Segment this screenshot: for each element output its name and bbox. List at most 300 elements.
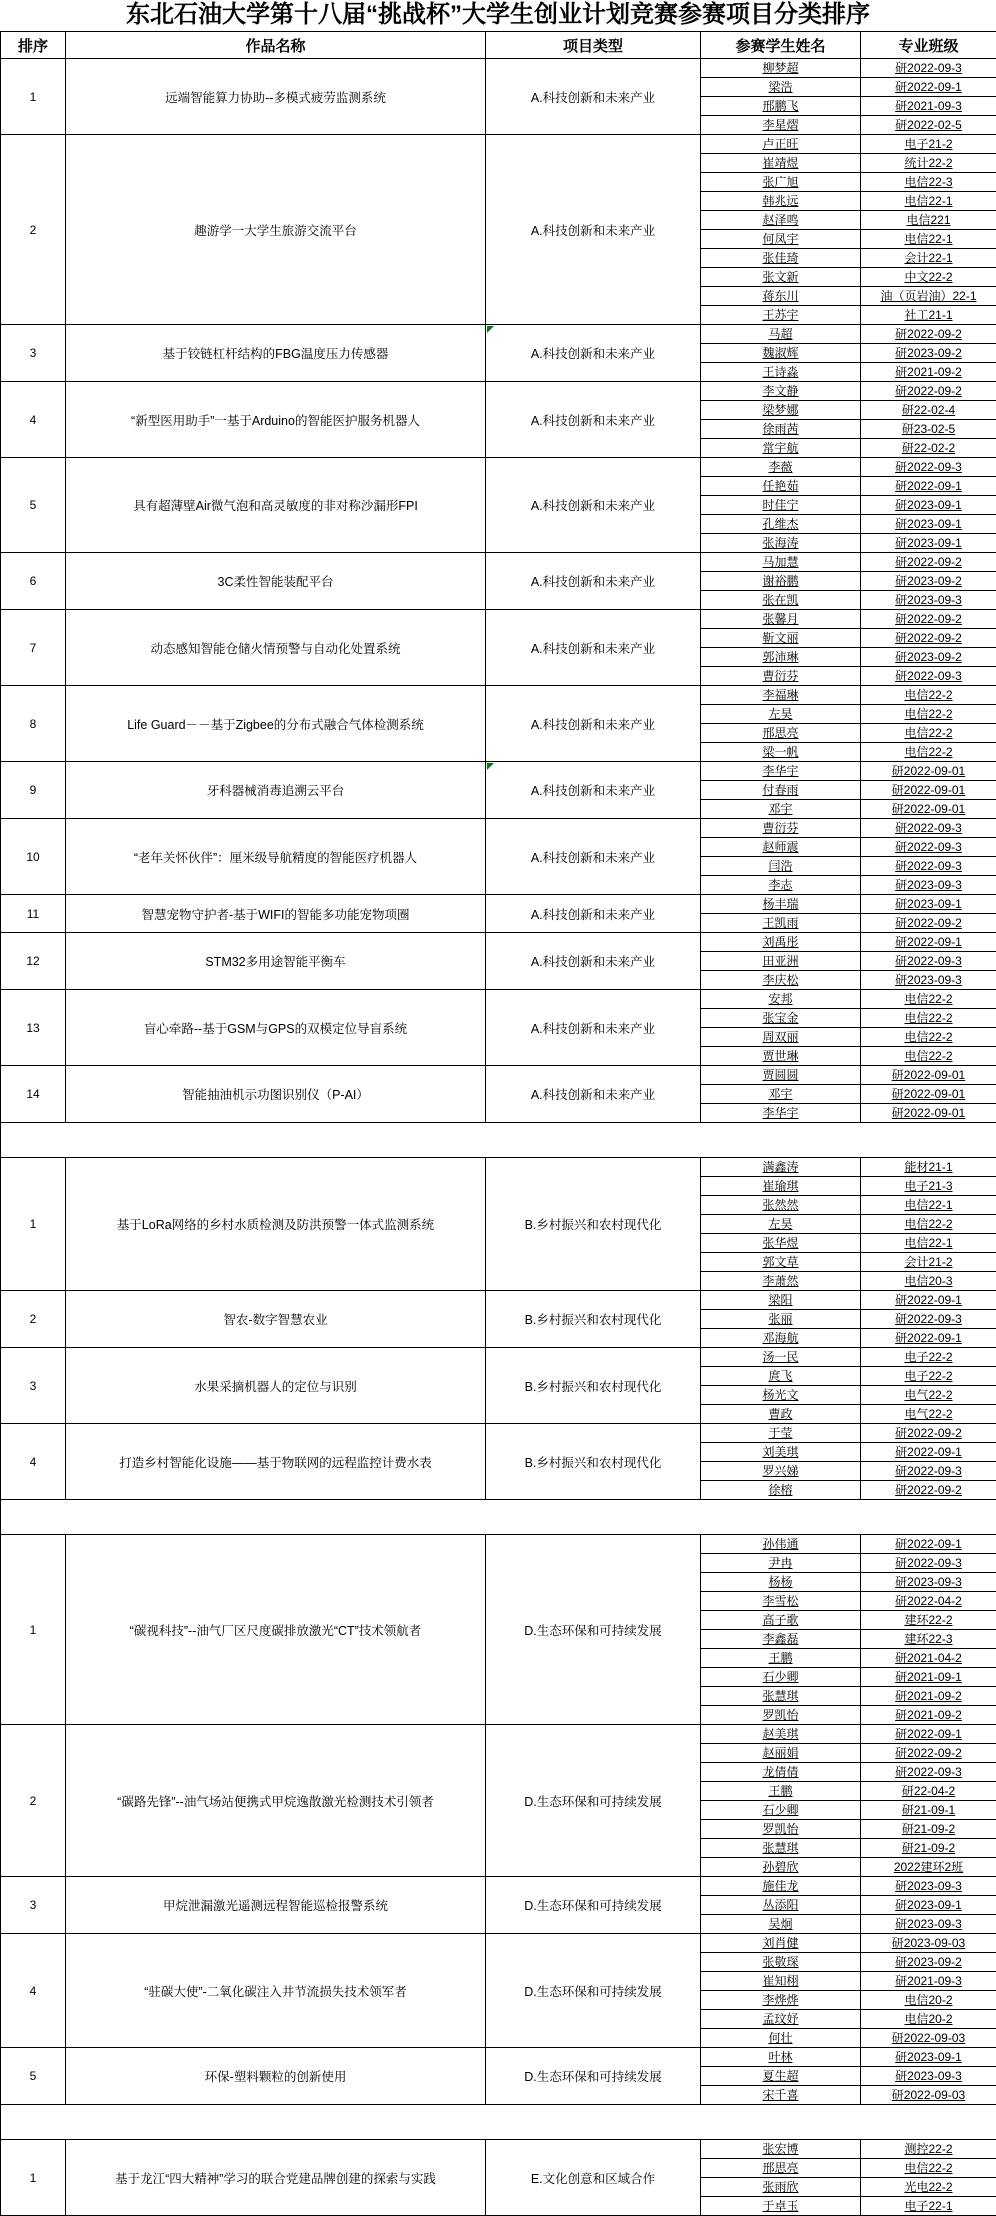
project-title-cell: STM32多用途智能平衡车: [66, 933, 486, 990]
student-class-cell: 电信22-2: [861, 2159, 996, 2178]
student-class-cell: 研2022-09-2: [861, 325, 996, 344]
student-class-cell: 电信20-2: [861, 1991, 996, 2010]
student-name-cell: 张文新: [701, 268, 861, 287]
project-title-cell: 环保-塑料颗粒的创新使用: [66, 2048, 486, 2105]
project-type-cell: A.科技创新和未来产业: [486, 325, 701, 382]
student-class-cell: 研2021-09-1: [861, 1668, 996, 1687]
page-title: 东北石油大学第十八届“挑战杯”大学生创业计划竞赛参赛项目分类排序: [0, 0, 996, 31]
student-class-cell: 研2023-09-2: [861, 344, 996, 363]
student-name-cell: 张慧琪: [701, 1839, 861, 1858]
student-name-cell: 周双丽: [701, 1028, 861, 1047]
student-name-cell: 曹政: [701, 1405, 861, 1424]
student-class-cell: 电信221: [861, 211, 996, 230]
student-class-cell: 研2022-09-3: [861, 952, 996, 971]
student-row: [1, 2140, 996, 2159]
student-class-cell: 研2023-09-3: [861, 1573, 996, 1592]
student-name-cell: 张华煜: [701, 1234, 861, 1253]
student-row: [1, 135, 996, 154]
student-name-cell: 宋千喜: [701, 2086, 861, 2105]
student-name-cell: 张广旭: [701, 173, 861, 192]
project-type-cell: D.生态环保和可持续发展: [486, 2048, 701, 2105]
student-row: [1, 1348, 996, 1367]
student-class-cell: 研2022-09-3: [861, 1554, 996, 1573]
student-class-cell: 研22-04-2: [861, 1782, 996, 1801]
student-row: [1, 1725, 996, 1744]
student-name-cell: 郭文草: [701, 1253, 861, 1272]
project-rank-cell: 2: [1, 1291, 66, 1348]
project-rank-cell: 13: [1, 990, 66, 1066]
student-class-cell: 研2022-09-01: [861, 1085, 996, 1104]
student-class-cell: 研2023-09-2: [861, 572, 996, 591]
student-class-cell: 能材21-1: [861, 1158, 996, 1177]
column-header-students: 参赛学生姓名: [701, 32, 861, 59]
project-type-cell: D.生态环保和可持续发展: [486, 1535, 701, 1725]
project-title-cell: 基于龙江“四大精神”学习的联合党建品牌创建的探索与实践: [66, 2140, 486, 2216]
student-class-cell: 研2022-09-3: [861, 819, 996, 838]
student-name-cell: 马超: [701, 325, 861, 344]
student-name-cell: 李鑫磊: [701, 1630, 861, 1649]
student-name-cell: 叶林: [701, 2048, 861, 2067]
project-type-cell: A.科技创新和未来产业: [486, 458, 701, 553]
student-name-cell: 李萧然: [701, 1272, 861, 1291]
student-name-cell: 何壮: [701, 2029, 861, 2048]
project-title-cell: 智慧宠物守护者-基于WIFI的智能多功能宠物项圈: [66, 895, 486, 933]
cell-comment-marker: [487, 763, 494, 770]
student-name-cell: 李华宇: [701, 1104, 861, 1123]
student-name-cell: 左昊: [701, 705, 861, 724]
project-type-cell: A.科技创新和未来产业: [486, 686, 701, 762]
project-rank-cell: 2: [1, 1725, 66, 1877]
project-rank-cell: 1: [1, 1158, 66, 1291]
project-type-cell: A.科技创新和未来产业: [486, 382, 701, 458]
student-name-cell: 庹飞: [701, 1367, 861, 1386]
student-name-cell: 王鹏: [701, 1649, 861, 1668]
student-row: [1, 1877, 996, 1896]
student-name-cell: 夏生超: [701, 2067, 861, 2086]
student-name-cell: 李星熠: [701, 116, 861, 135]
student-name-cell: 刘禹彤: [701, 933, 861, 952]
student-class-cell: 研2022-04-2: [861, 1592, 996, 1611]
student-name-cell: 邓宇: [701, 1085, 861, 1104]
student-row: [1, 1934, 996, 1953]
ranking-table: [0, 31, 996, 2216]
student-name-cell: 杨丰瑞: [701, 895, 861, 914]
student-name-cell: 邓海航: [701, 1329, 861, 1348]
student-name-cell: 龙倩倩: [701, 1763, 861, 1782]
project-type-cell: A.科技创新和未来产业: [486, 762, 701, 819]
project-rank-cell: 4: [1, 382, 66, 458]
student-class-cell: 研2023-09-3: [861, 1915, 996, 1934]
student-class-cell: 研2022-09-1: [861, 1443, 996, 1462]
student-class-cell: 研2022-09-3: [861, 1763, 996, 1782]
student-class-cell: 电子22-1: [861, 2197, 996, 2216]
student-class-cell: 研2023-09-3: [861, 971, 996, 990]
student-name-cell: 徐雨茜: [701, 420, 861, 439]
student-name-cell: 李福琳: [701, 686, 861, 705]
student-row: [1, 933, 996, 952]
student-class-cell: 研2023-09-1: [861, 1896, 996, 1915]
project-type-cell: B.乡村振兴和农村现代化: [486, 1291, 701, 1348]
project-rank-cell: 7: [1, 610, 66, 686]
student-class-cell: 研2022-09-2: [861, 382, 996, 401]
student-row: [1, 1158, 996, 1177]
student-name-cell: 魏淑辉: [701, 344, 861, 363]
student-class-cell: 研2022-09-1: [861, 78, 996, 97]
column-header-title: 作品名称: [66, 32, 486, 59]
student-class-cell: 研2021-09-2: [861, 1687, 996, 1706]
project-rank-cell: 3: [1, 1877, 66, 1934]
student-row: [1, 819, 996, 838]
student-class-cell: 电信22-2: [861, 705, 996, 724]
student-name-cell: 马加慧: [701, 553, 861, 572]
student-name-cell: 谢裕鹏: [701, 572, 861, 591]
project-rank-cell: 1: [1, 2140, 66, 2216]
student-class-cell: 研2022-09-2: [861, 1424, 996, 1443]
student-class-cell: 研2022-09-2: [861, 629, 996, 648]
student-name-cell: 张在凯: [701, 591, 861, 610]
student-class-cell: 研2022-09-2: [861, 1744, 996, 1763]
student-name-cell: 王诗淼: [701, 363, 861, 382]
student-name-cell: 邢思亮: [701, 2159, 861, 2178]
student-row: [1, 895, 996, 914]
student-class-cell: 研22-02-4: [861, 401, 996, 420]
student-name-cell: 赵丽娟: [701, 1744, 861, 1763]
project-rank-cell: 8: [1, 686, 66, 762]
student-name-cell: 汤一民: [701, 1348, 861, 1367]
project-type-cell: B.乡村振兴和农村现代化: [486, 1424, 701, 1500]
section-separator-cell: [1, 1500, 996, 1535]
project-title-cell: 具有超薄壁Air微气泡和高灵敏度的非对称沙漏形FPI: [66, 458, 486, 553]
student-class-cell: 研2023-09-03: [861, 1934, 996, 1953]
student-name-cell: 罗凯怡: [701, 1820, 861, 1839]
project-type-cell: A.科技创新和未来产业: [486, 895, 701, 933]
student-name-cell: 王凯雨: [701, 914, 861, 933]
student-name-cell: 石少卿: [701, 1668, 861, 1687]
student-class-cell: 测控22-2: [861, 2140, 996, 2159]
project-type-cell: D.生态环保和可持续发展: [486, 1934, 701, 2048]
student-class-cell: 社工21-1: [861, 306, 996, 325]
project-rank-cell: 6: [1, 553, 66, 610]
student-name-cell: 闫浩: [701, 857, 861, 876]
student-row: [1, 59, 996, 78]
project-rank-cell: 1: [1, 59, 66, 135]
student-row: [1, 458, 996, 477]
project-type-cell: E.文化创意和区域合作: [486, 2140, 701, 2216]
project-rank-cell: 12: [1, 933, 66, 990]
student-class-cell: 电子22-2: [861, 1348, 996, 1367]
project-type-cell: A.科技创新和未来产业: [486, 933, 701, 990]
header-row: [1, 32, 996, 59]
student-class-cell: 研2022-09-01: [861, 762, 996, 781]
student-name-cell: 李志: [701, 876, 861, 895]
student-name-cell: 王鹏: [701, 1782, 861, 1801]
student-class-cell: 研2023-09-1: [861, 515, 996, 534]
student-row: [1, 325, 996, 344]
project-type-cell: A.科技创新和未来产业: [486, 819, 701, 895]
project-title-cell: Life Guard－－基于Zigbee的分布式融合气体检测系统: [66, 686, 486, 762]
student-name-cell: 柳梦超: [701, 59, 861, 78]
student-name-cell: 邢鹏飞: [701, 97, 861, 116]
student-name-cell: 郭沛琳: [701, 648, 861, 667]
student-class-cell: 研2022-09-01: [861, 1104, 996, 1123]
section-separator-cell: [1, 2105, 996, 2140]
student-class-cell: 研2023-09-2: [861, 648, 996, 667]
student-name-cell: 田亚洲: [701, 952, 861, 971]
student-name-cell: 孟玟妤: [701, 2010, 861, 2029]
student-name-cell: 安邦: [701, 990, 861, 1009]
student-class-cell: 研2021-04-2: [861, 1649, 996, 1668]
student-name-cell: 李华宇: [701, 762, 861, 781]
student-name-cell: 李烨烨: [701, 1991, 861, 2010]
student-name-cell: 吴炯: [701, 1915, 861, 1934]
project-title-cell: 牙科器械消毒追溯云平台: [66, 762, 486, 819]
student-name-cell: 孙碧欣: [701, 1858, 861, 1877]
student-row: [1, 382, 996, 401]
column-header-class: 专业班级: [861, 32, 996, 59]
student-row: [1, 610, 996, 629]
project-title-cell: 远端智能算力协助--多模式疲劳监测系统: [66, 59, 486, 135]
section-separator: [1, 2105, 996, 2140]
project-rank-cell: 1: [1, 1535, 66, 1725]
project-title-cell: 基于LoRa网络的乡村水质检测及防洪预警一体式监测系统: [66, 1158, 486, 1291]
student-name-cell: 李薇: [701, 458, 861, 477]
student-class-cell: 电气22-2: [861, 1386, 996, 1405]
student-class-cell: 研2022-09-01: [861, 781, 996, 800]
student-name-cell: 张然然: [701, 1196, 861, 1215]
student-name-cell: 曹衍芬: [701, 819, 861, 838]
student-name-cell: 王苏宇: [701, 306, 861, 325]
student-name-cell: 张馨月: [701, 610, 861, 629]
student-name-cell: 靳文丽: [701, 629, 861, 648]
student-name-cell: 梁阳: [701, 1291, 861, 1310]
student-class-cell: 研2022-02-5: [861, 116, 996, 135]
student-name-cell: 罗兴娣: [701, 1462, 861, 1481]
student-class-cell: 电信22-2: [861, 1047, 996, 1066]
project-rank-cell: 11: [1, 895, 66, 933]
student-name-cell: 杨杨: [701, 1573, 861, 1592]
project-type-cell: B.乡村振兴和农村现代化: [486, 1348, 701, 1424]
student-class-cell: 研2022-09-01: [861, 800, 996, 819]
student-name-cell: 徐榕: [701, 1481, 861, 1500]
student-class-cell: 研2022-09-1: [861, 477, 996, 496]
student-class-cell: 研2022-09-3: [861, 857, 996, 876]
student-name-cell: 崔靖煜: [701, 154, 861, 173]
student-class-cell: 建环22-3: [861, 1630, 996, 1649]
student-name-cell: 施佳龙: [701, 1877, 861, 1896]
student-row: [1, 1066, 996, 1085]
student-class-cell: 研2022-09-03: [861, 2086, 996, 2105]
project-type-cell: A.科技创新和未来产业: [486, 610, 701, 686]
project-type-cell: A.科技创新和未来产业: [486, 553, 701, 610]
student-class-cell: 研2022-09-1: [861, 1535, 996, 1554]
student-class-cell: 研2023-09-1: [861, 2048, 996, 2067]
student-class-cell: 电信22-2: [861, 724, 996, 743]
project-type-cell: D.生态环保和可持续发展: [486, 1725, 701, 1877]
project-title-cell: “新型医用助手”一基于Arduino的智能医护服务机器人: [66, 382, 486, 458]
student-class-cell: 会计21-2: [861, 1253, 996, 1272]
student-row: [1, 2048, 996, 2067]
student-class-cell: 研21-09-1: [861, 1801, 996, 1820]
student-class-cell: 电信22-1: [861, 230, 996, 249]
student-class-cell: 研2023-09-1: [861, 895, 996, 914]
student-name-cell: 孔维杰: [701, 515, 861, 534]
project-rank-cell: 5: [1, 458, 66, 553]
student-name-cell: 邢思亮: [701, 724, 861, 743]
column-header-rank: 排序: [1, 32, 66, 59]
cell-comment-marker: [487, 326, 494, 333]
student-class-cell: 研2022-09-3: [861, 1462, 996, 1481]
student-class-cell: 2022建环2班: [861, 1858, 996, 1877]
student-row: [1, 1535, 996, 1554]
student-name-cell: 贾世琳: [701, 1047, 861, 1066]
student-name-cell: 张宝金: [701, 1009, 861, 1028]
student-class-cell: 研23-02-5: [861, 420, 996, 439]
student-name-cell: 杨光文: [701, 1386, 861, 1405]
student-name-cell: 石少卿: [701, 1801, 861, 1820]
student-class-cell: 研2022-09-01: [861, 1066, 996, 1085]
student-class-cell: 研21-09-2: [861, 1820, 996, 1839]
student-name-cell: 于卓玉: [701, 2197, 861, 2216]
student-row: [1, 1291, 996, 1310]
student-name-cell: 梁浩: [701, 78, 861, 97]
project-rank-cell: 5: [1, 2048, 66, 2105]
student-name-cell: 崔瑜琪: [701, 1177, 861, 1196]
student-class-cell: 油（页岩油）22-1: [861, 287, 996, 306]
student-name-cell: 付春雨: [701, 781, 861, 800]
student-name-cell: 贾圆圆: [701, 1066, 861, 1085]
student-class-cell: 电信22-2: [861, 1215, 996, 1234]
student-name-cell: 梁梦娜: [701, 401, 861, 420]
student-class-cell: 研22-02-2: [861, 439, 996, 458]
student-class-cell: 电信22-2: [861, 990, 996, 1009]
project-title-cell: 打造乡村智能化设施——基于物联网的远程监控计费水表: [66, 1424, 486, 1500]
student-name-cell: 刘肖健: [701, 1934, 861, 1953]
project-title-cell: 水果采摘机器人的定位与识别: [66, 1348, 486, 1424]
student-name-cell: 常宇航: [701, 439, 861, 458]
project-rank-cell: 9: [1, 762, 66, 819]
student-class-cell: 电信22-2: [861, 686, 996, 705]
student-row: [1, 1424, 996, 1443]
student-name-cell: 左昊: [701, 1215, 861, 1234]
student-class-cell: 研2021-09-2: [861, 363, 996, 382]
student-class-cell: 建环22-2: [861, 1611, 996, 1630]
project-title-cell: 3C柔性智能装配平台: [66, 553, 486, 610]
project-type-cell: A.科技创新和未来产业: [486, 59, 701, 135]
student-class-cell: 研2022-09-3: [861, 458, 996, 477]
student-class-cell: 电信22-2: [861, 743, 996, 762]
student-class-cell: 研2022-09-2: [861, 914, 996, 933]
student-class-cell: 研2022-09-3: [861, 667, 996, 686]
project-title-cell: “驻碳大使”-二氧化碳注入井节流损失技术领军者: [66, 1934, 486, 2048]
project-title-cell: 甲烷泄漏激光遥测远程智能巡检报警系统: [66, 1877, 486, 1934]
student-class-cell: 电信22-1: [861, 1234, 996, 1253]
project-type-cell: A.科技创新和未来产业: [486, 990, 701, 1066]
student-class-cell: 研2022-09-2: [861, 610, 996, 629]
student-name-cell: 张丽: [701, 1310, 861, 1329]
student-class-cell: 电信20-3: [861, 1272, 996, 1291]
student-class-cell: 研2022-09-1: [861, 1329, 996, 1348]
student-name-cell: 张慧琪: [701, 1687, 861, 1706]
student-name-cell: 韩兆远: [701, 192, 861, 211]
student-name-cell: 丛添阳: [701, 1896, 861, 1915]
student-name-cell: 时佳宁: [701, 496, 861, 515]
student-name-cell: 赵师震: [701, 838, 861, 857]
student-class-cell: 研2023-09-1: [861, 534, 996, 553]
student-row: [1, 990, 996, 1009]
project-type-cell: B.乡村振兴和农村现代化: [486, 1158, 701, 1291]
student-class-cell: 电信22-2: [861, 1009, 996, 1028]
student-class-cell: 电信22-1: [861, 1196, 996, 1215]
student-class-cell: 研2023-09-1: [861, 496, 996, 515]
student-class-cell: 电子21-3: [861, 1177, 996, 1196]
student-name-cell: 邓宇: [701, 800, 861, 819]
student-class-cell: 研2021-09-2: [861, 1706, 996, 1725]
project-type-cell: D.生态环保和可持续发展: [486, 1877, 701, 1934]
student-class-cell: 研2023-09-2: [861, 1953, 996, 1972]
student-class-cell: 研2021-09-3: [861, 1972, 996, 1991]
student-class-cell: 研2022-09-1: [861, 933, 996, 952]
project-title-cell: 盲心牵路--基于GSM与GPS的双模定位导盲系统: [66, 990, 486, 1066]
student-name-cell: 蒋东川: [701, 287, 861, 306]
student-class-cell: 研2023-09-3: [861, 2067, 996, 2086]
student-class-cell: 电信22-3: [861, 173, 996, 192]
student-class-cell: 研2022-09-3: [861, 59, 996, 78]
student-name-cell: 卢正旺: [701, 135, 861, 154]
section-separator: [1, 1500, 996, 1535]
column-header-type: 项目类型: [486, 32, 701, 59]
student-name-cell: 何凤宇: [701, 230, 861, 249]
project-rank-cell: 10: [1, 819, 66, 895]
project-type-cell: A.科技创新和未来产业: [486, 1066, 701, 1123]
student-class-cell: 研2022-09-2: [861, 1481, 996, 1500]
student-name-cell: 梁一帆: [701, 743, 861, 762]
student-name-cell: 罗凯怡: [701, 1706, 861, 1725]
student-name-cell: 张宏博: [701, 2140, 861, 2159]
student-name-cell: 崔知栩: [701, 1972, 861, 1991]
section-separator-cell: [1, 1123, 996, 1158]
student-name-cell: 李庆松: [701, 971, 861, 990]
student-name-cell: 尹冉: [701, 1554, 861, 1573]
student-class-cell: 研2023-09-3: [861, 591, 996, 610]
student-name-cell: 赵美琪: [701, 1725, 861, 1744]
student-row: [1, 762, 996, 781]
student-class-cell: 光电22-2: [861, 2178, 996, 2197]
student-class-cell: 会计22-1: [861, 249, 996, 268]
student-class-cell: 研2022-09-1: [861, 1725, 996, 1744]
student-name-cell: 张佳琦: [701, 249, 861, 268]
student-name-cell: 任艳茹: [701, 477, 861, 496]
student-row: [1, 686, 996, 705]
student-class-cell: 研2021-09-3: [861, 97, 996, 116]
project-rank-cell: 3: [1, 1348, 66, 1424]
student-name-cell: 李文静: [701, 382, 861, 401]
student-name-cell: 满鑫涛: [701, 1158, 861, 1177]
student-class-cell: 电子22-2: [861, 1367, 996, 1386]
student-class-cell: 研2022-09-03: [861, 2029, 996, 2048]
student-name-cell: 刘美琪: [701, 1443, 861, 1462]
student-name-cell: 高子歌: [701, 1611, 861, 1630]
student-class-cell: 电信20-2: [861, 2010, 996, 2029]
student-class-cell: 电信22-1: [861, 192, 996, 211]
project-rank-cell: 14: [1, 1066, 66, 1123]
student-name-cell: 赵泽鸣: [701, 211, 861, 230]
student-name-cell: 张海涛: [701, 534, 861, 553]
project-type-cell: A.科技创新和未来产业: [486, 135, 701, 325]
student-class-cell: 研21-09-2: [861, 1839, 996, 1858]
project-rank-cell: 2: [1, 135, 66, 325]
student-class-cell: 研2023-09-3: [861, 1877, 996, 1896]
student-name-cell: 张敬琛: [701, 1953, 861, 1972]
